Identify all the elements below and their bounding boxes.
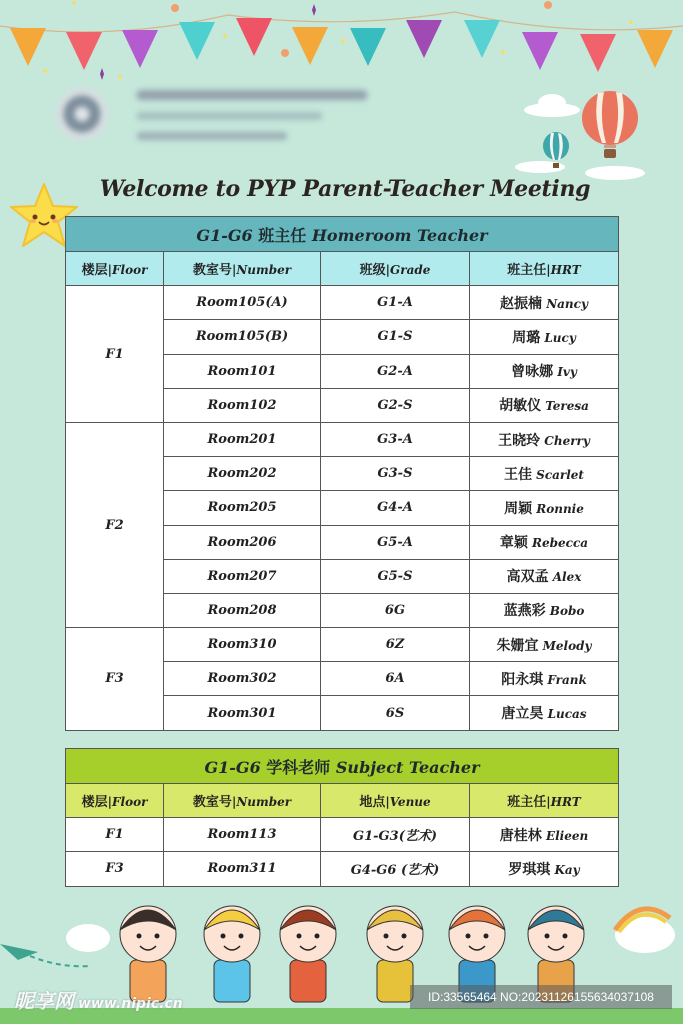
header-cn: 班主任	[507, 795, 547, 811]
header-en: HRT	[550, 795, 581, 810]
teacher-cell	[470, 525, 619, 559]
grade-cell: G5-A	[321, 525, 470, 559]
teacher-cell	[470, 628, 619, 662]
room-cell: Room101	[164, 354, 321, 388]
subject-header-venue: 地点|Venue	[321, 784, 470, 818]
grade-cell: 6S	[321, 696, 470, 730]
room-cell: Room207	[164, 559, 321, 593]
header-cn: 教室号	[192, 263, 232, 279]
subject-header-floor: 楼层|Floor	[66, 784, 164, 818]
floor-cell: F1	[66, 286, 164, 423]
room-cell: Room105(B)	[164, 320, 321, 354]
table-row	[66, 422, 619, 456]
grade-cell: G2-A	[321, 354, 470, 388]
homeroom-header-floor: 楼层|Floor	[66, 252, 164, 286]
header-en: Grade	[390, 263, 431, 278]
room-cell: Room105(A)	[164, 286, 321, 320]
teacher-name-en: Bobo	[549, 604, 585, 619]
homeroom-header-grade: 班级|Grade	[321, 252, 470, 286]
teacher-name-cn: 赵振楠	[500, 295, 543, 312]
header-cn: 班级	[359, 263, 386, 279]
teacher-name-en: Scarlet	[536, 467, 584, 482]
table-row	[66, 628, 619, 662]
teacher-cell	[470, 320, 619, 354]
grade-cell: G4-A	[321, 491, 470, 525]
room-cell: Room301	[164, 696, 321, 730]
page-title: Welcome to PYP Parent-Teacher Meeting	[99, 176, 591, 202]
homeroom-header-hrt: 班主任|HRT	[470, 252, 619, 286]
table-row	[66, 818, 619, 852]
watermark-id: ID:33565464 NO:20231126155634037108	[410, 985, 672, 1009]
teacher-name-en: Cherry	[544, 433, 590, 448]
header-cn: 楼层	[81, 795, 108, 811]
header-cn: 班主任	[507, 263, 547, 279]
room-cell: Room201	[164, 422, 321, 456]
teacher-name-cn: 周颖	[504, 500, 533, 517]
header-en: Venue	[389, 795, 431, 810]
teacher-cell	[470, 388, 619, 422]
header-en: Floor	[111, 795, 148, 810]
grade-cell: G5-S	[321, 559, 470, 593]
teacher-cell	[470, 852, 619, 886]
grade-cell: 6A	[321, 662, 470, 696]
teacher-name-cn: 阳永琪	[501, 671, 544, 688]
homeroom-table-caption: G1-G6 班主任 Homeroom Teacher	[66, 217, 619, 252]
teacher-cell	[470, 818, 619, 852]
teacher-name-cn: 胡敏仪	[499, 398, 542, 415]
teacher-name-cn: 蓝燕彩	[503, 603, 546, 620]
grade-cell: G3-A	[321, 422, 470, 456]
grade-cell: G3-S	[321, 457, 470, 491]
room-cell: Room113	[164, 818, 321, 852]
subject-header-number: 教室号|Number	[164, 784, 321, 818]
grade-cell: G1-S	[321, 320, 470, 354]
room-cell: Room206	[164, 525, 321, 559]
room-cell: Room205	[164, 491, 321, 525]
teacher-name-en: Melody	[542, 638, 592, 653]
header-en: Number	[236, 263, 292, 278]
homeroom-header-number: 教室号|Number	[164, 252, 321, 286]
room-cell: Room311	[164, 852, 321, 886]
header-cn: 地点	[359, 795, 386, 811]
floor-cell: F2	[66, 422, 164, 627]
floor-cell: F3	[66, 852, 164, 886]
subject-header-hrt: 班主任|HRT	[470, 784, 619, 818]
room-cell: Room310	[164, 628, 321, 662]
teacher-name-cn: 周璐	[512, 329, 541, 346]
teacher-name-cn: 朱姗宜	[496, 637, 539, 654]
teacher-name-en: Elieen	[545, 828, 589, 843]
homeroom-teacher-table	[65, 216, 619, 731]
teacher-name-en: Ivy	[557, 365, 577, 380]
header-en: Floor	[111, 263, 148, 278]
venue-cell: G4-G6 (艺术)	[321, 852, 470, 886]
floor-cell: F3	[66, 628, 164, 731]
grade-cell: G1-A	[321, 286, 470, 320]
teacher-cell	[470, 457, 619, 491]
subject-teacher-table	[65, 748, 619, 887]
room-cell: Room102	[164, 388, 321, 422]
teacher-name-cn: 高双孟	[506, 569, 549, 586]
teacher-cell	[470, 696, 619, 730]
teacher-name-en: Kay	[554, 862, 580, 877]
teacher-name-en: Lucas	[547, 707, 587, 722]
teacher-name-cn: 罗琪琪	[508, 861, 551, 878]
teacher-cell	[470, 593, 619, 627]
teacher-cell	[470, 559, 619, 593]
teacher-name-cn: 唐桂林	[499, 827, 542, 844]
subject-table-caption: G1-G6 学科老师 Subject Teacher	[66, 749, 619, 784]
header-en: Number	[236, 795, 292, 810]
teacher-cell	[470, 422, 619, 456]
watermark-site: 昵享网 www.nipic.cn	[14, 989, 183, 1013]
teacher-name-en: Lucy	[544, 330, 576, 345]
hot-air-balloons-decoration	[500, 85, 683, 180]
teacher-cell	[470, 491, 619, 525]
teacher-name-en: Teresa	[545, 399, 589, 414]
school-logo	[55, 84, 109, 144]
grade-cell: 6Z	[321, 628, 470, 662]
school-header-blurred	[45, 80, 345, 152]
floor-cell: F1	[66, 818, 164, 852]
teacher-cell	[470, 286, 619, 320]
teacher-name-cn: 唐立昊	[501, 706, 544, 723]
room-cell: Room302	[164, 662, 321, 696]
table-row	[66, 852, 619, 886]
teacher-name-cn: 章颖	[499, 535, 528, 552]
teacher-name-en: Rebecca	[532, 536, 589, 551]
teacher-name-en: Ronnie	[536, 501, 584, 516]
grade-cell: 6G	[321, 593, 470, 627]
header-cn: 教室号	[192, 795, 232, 811]
teacher-name-en: Alex	[552, 570, 582, 585]
teacher-cell	[470, 354, 619, 388]
teacher-name-en: Frank	[547, 672, 587, 687]
room-cell: Room208	[164, 593, 321, 627]
venue-cell: G1-G3(艺术)	[321, 818, 470, 852]
grade-cell: G2-S	[321, 388, 470, 422]
header-cn: 楼层	[81, 263, 108, 279]
header-en: HRT	[550, 263, 581, 278]
teacher-name-en: Nancy	[546, 296, 588, 311]
teacher-name-cn: 王晓玲	[498, 432, 541, 449]
teacher-cell	[470, 662, 619, 696]
table-row	[66, 286, 619, 320]
room-cell: Room202	[164, 457, 321, 491]
teacher-name-cn: 曾咏娜	[511, 364, 554, 381]
teacher-name-cn: 王佳	[504, 466, 533, 483]
